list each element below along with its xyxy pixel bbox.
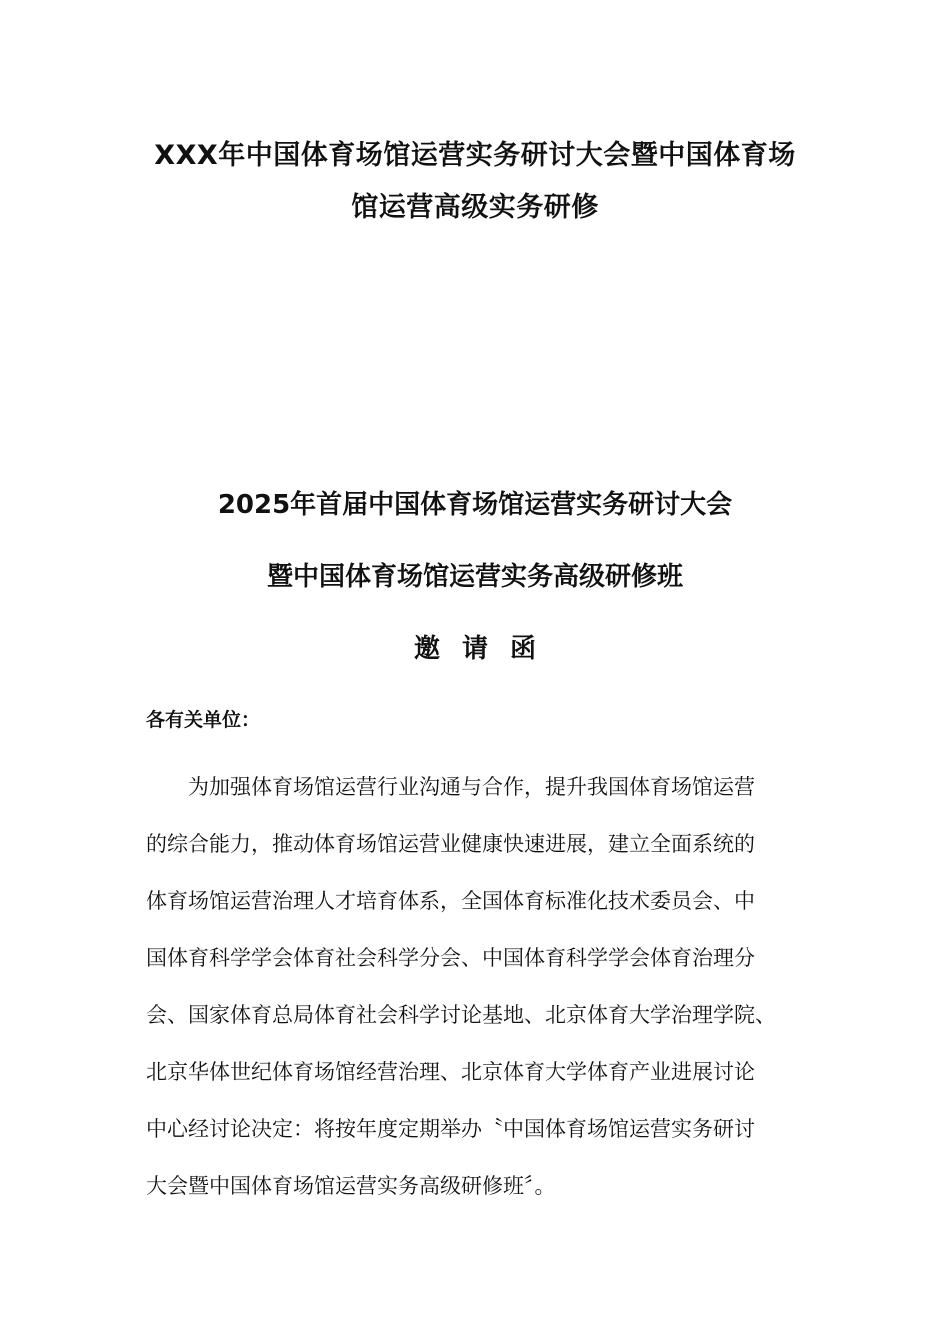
document-title-line-1: XXX年中国体育场馆运营实务研讨大会暨中国体育场: [154, 140, 796, 171]
invitation-heading-line-1: 2025年首届中国体育场馆运营实务研讨大会: [217, 490, 733, 520]
document-title-line-2: 馆运营高级实务研修: [351, 192, 599, 223]
invitation-heading-line-3: 邀请函: [413, 634, 558, 664]
body-paragraph-line: 会、国家体育总局体育社会科学讨论基地、北京体育大学治理学院、: [146, 1003, 776, 1027]
body-paragraph-line: 为加强体育场馆运营行业沟通与合作，提升我国体育场馆运营: [188, 775, 755, 799]
body-paragraph-line: 体育场馆运营治理人才培育体系，全国体育标准化技术委员会、中: [146, 889, 755, 913]
invitation-heading-line-2: 暨中国体育场馆运营实务高级研修班: [266, 562, 683, 592]
body-paragraph-line: 国体育科学学会体育社会科学分会、中国体育科学学会体育治理分: [146, 946, 755, 970]
salutation: 各有关单位：: [146, 709, 261, 731]
body-paragraph-line: 北京华体世纪体育场馆经营治理、北京体育大学体育产业进展讨论: [146, 1060, 755, 1084]
body-paragraph-line: 大会暨中国体育场馆运营实务高级研修班〞。: [146, 1174, 556, 1198]
body-paragraph-line: 的综合能力，推动体育场馆运营业健康快速进展，建立全面系统的: [146, 832, 755, 856]
body-paragraph-line: 中心经讨论决定：将按年度定期举办〝中国体育场馆运营实务研讨: [146, 1117, 755, 1141]
